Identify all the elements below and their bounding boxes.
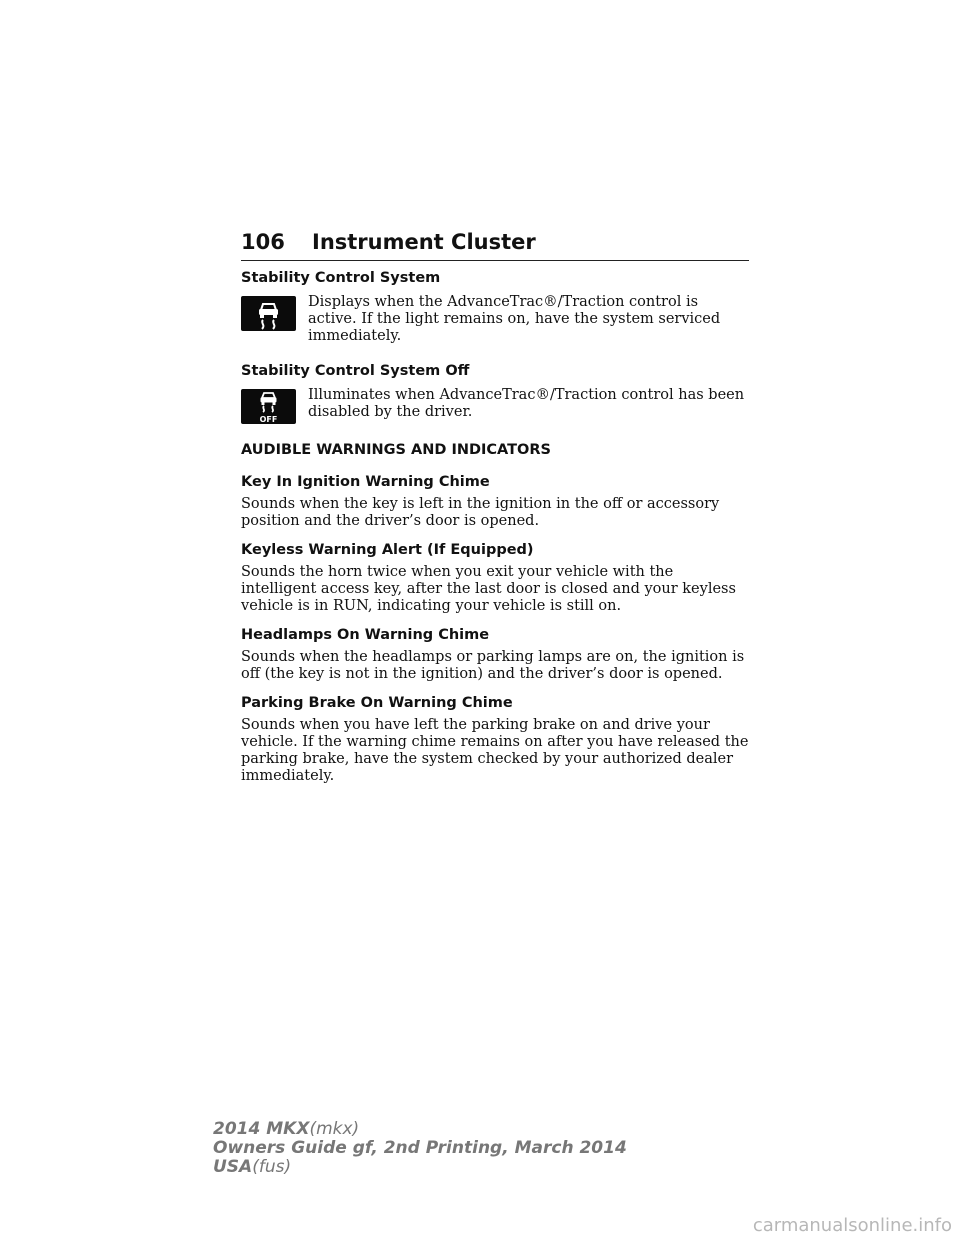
stability-row <box>241 294 751 345</box>
watermark: carmanualsonline.info <box>752 1215 952 1236</box>
parking-brake-heading: Parking Brake On Warning Chime <box>241 695 513 711</box>
page-number: 106 <box>241 230 285 254</box>
stability-off-label: OFF <box>259 415 278 424</box>
keyless-heading: Keyless Warning Alert (If Equipped) <box>241 542 534 558</box>
key-chime-heading: Key In Ignition Warning Chime <box>241 474 490 490</box>
stability-off-row <box>241 387 751 424</box>
key-chime-description: Sounds when the key is left in the ignition in the off or accessory position and the driver’s door is opened. <box>241 496 720 529</box>
headlamps-heading: Headlamps On Warning Chime <box>241 627 490 643</box>
stability-control-icon <box>241 296 296 331</box>
footer-market-code: (fus) <box>252 1157 292 1177</box>
footer-market: USA <box>213 1157 253 1177</box>
footer-market-line <box>213 1158 627 1177</box>
stability-off-heading: Stability Control System Off <box>241 363 470 379</box>
footer-model: 2014 MKX <box>213 1119 310 1139</box>
stability-description: Displays when the AdvanceTrac®/Traction control is active. If the light remains on, have the system serviced immediately. <box>308 294 721 344</box>
page-header <box>241 228 749 261</box>
stability-control-off-icon <box>241 389 296 424</box>
footer-model-code: (mkx) <box>309 1119 360 1139</box>
stability-off-description: Illuminates when AdvanceTrac®/Traction control has been disabled by the driver. <box>308 387 745 420</box>
section-title: Instrument Cluster <box>312 230 536 254</box>
headlamps-description: Sounds when the headlamps or parking lamps are on, the ignition is off (the key is not in the ignition) and the driver’s door is opened. <box>241 649 745 682</box>
page-content <box>241 268 751 785</box>
footer-model-line <box>213 1120 627 1139</box>
footer-guide: Owners Guide gf, 2nd Printing, March 2014 <box>213 1138 627 1158</box>
document-footer <box>213 1120 627 1177</box>
keyless-description: Sounds the horn twice when you exit your vehicle with the intelligent access key, after the last door is closed and your keyless vehicle is in RUN, indicating your vehicle is still on. <box>241 564 736 614</box>
stability-heading: Stability Control System <box>241 270 441 286</box>
audible-heading: AUDIBLE WARNINGS AND INDICATORS <box>241 442 551 458</box>
parking-brake-description: Sounds when you have left the parking brake on and drive your vehicle. If the warning chime remains on after you have released the parking brake, have the system checked by your authorized dealer immediately. <box>241 717 749 784</box>
